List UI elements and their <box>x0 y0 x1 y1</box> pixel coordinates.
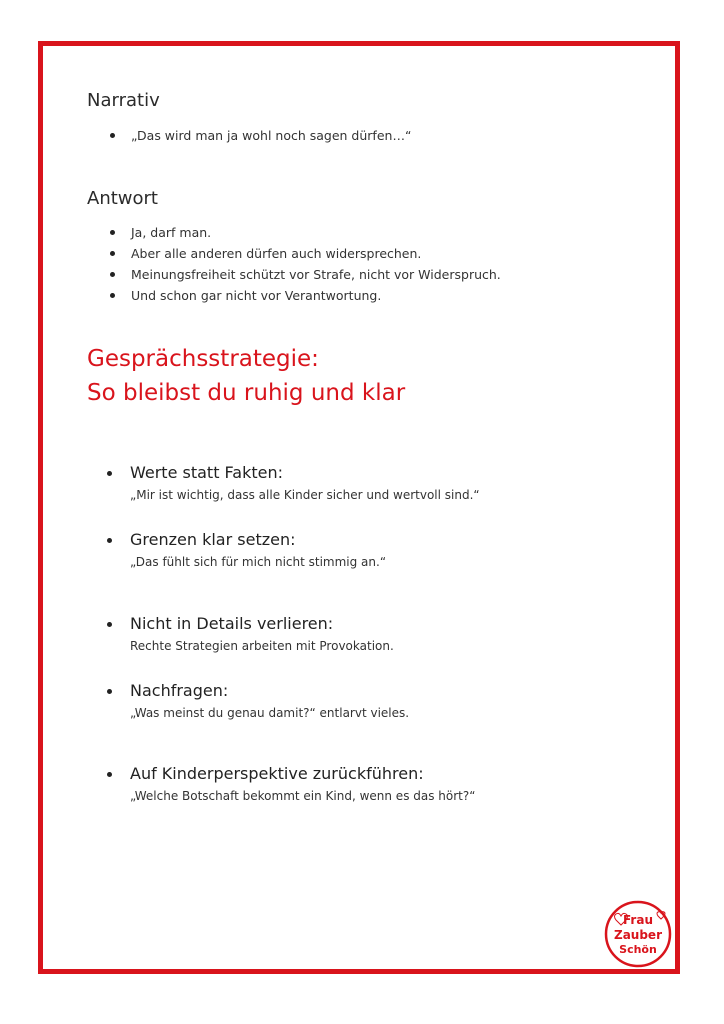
strategy-item-title: Nachfragen: <box>130 681 229 700</box>
strategy-item-title: Werte statt Fakten: <box>130 463 284 482</box>
bullet-icon <box>107 689 112 694</box>
strategy-item-desc: „Das fühlt sich für mich nicht stimmig an.“ <box>130 555 387 569</box>
list-item: „Das wird man ja wohl noch sagen dürfen…“ <box>87 125 411 146</box>
strategy-item-desc: „Was meinst du genau damit?“ entlarvt vieles. <box>130 706 410 720</box>
strategy-item-desc: „Mir ist wichtig, dass alle Kinder sicher und wertvoll sind.“ <box>130 488 480 502</box>
bullet-icon <box>107 772 112 777</box>
page-border <box>38 41 680 974</box>
strategy-item-title: Grenzen klar setzen: <box>130 530 296 549</box>
strategy-item-title: Auf Kinderperspektive zurückführen: <box>130 764 424 783</box>
logo-text-line3: Schön <box>619 943 657 956</box>
list-item: Meinungsfreiheit schützt vor Strafe, nicht vor Widerspruch. <box>87 264 501 285</box>
narrativ-heading: Narrativ <box>87 90 160 111</box>
strategy-heading <box>87 342 405 410</box>
logo-text-line1: Frau <box>623 913 653 927</box>
strategy-item-desc: Rechte Strategien arbeiten mit Provokation. <box>130 639 394 653</box>
list-item: Ja, darf man. <box>87 222 501 243</box>
strategy-item-desc: „Welche Botschaft bekommt ein Kind, wenn es das hört?“ <box>130 789 476 803</box>
antwort-list <box>87 222 501 306</box>
list-item: Und schon gar nicht vor Verantwortung. <box>87 285 501 306</box>
antwort-heading: Antwort <box>87 188 158 209</box>
bullet-icon <box>107 622 112 627</box>
logo-text-line2: Zauber <box>614 928 662 942</box>
bullet-icon <box>107 538 112 543</box>
frau-zauber-schoen-logo <box>604 900 672 968</box>
strategy-heading-line1: Gesprächsstrategie: <box>87 346 319 372</box>
narrativ-list <box>87 125 411 146</box>
list-item: Aber alle anderen dürfen auch widersprechen. <box>87 243 501 264</box>
bullet-icon <box>107 471 112 476</box>
strategy-item-title: Nicht in Details verlieren: <box>130 614 334 633</box>
strategy-heading-line2: So bleibst du ruhig und klar <box>87 380 406 406</box>
